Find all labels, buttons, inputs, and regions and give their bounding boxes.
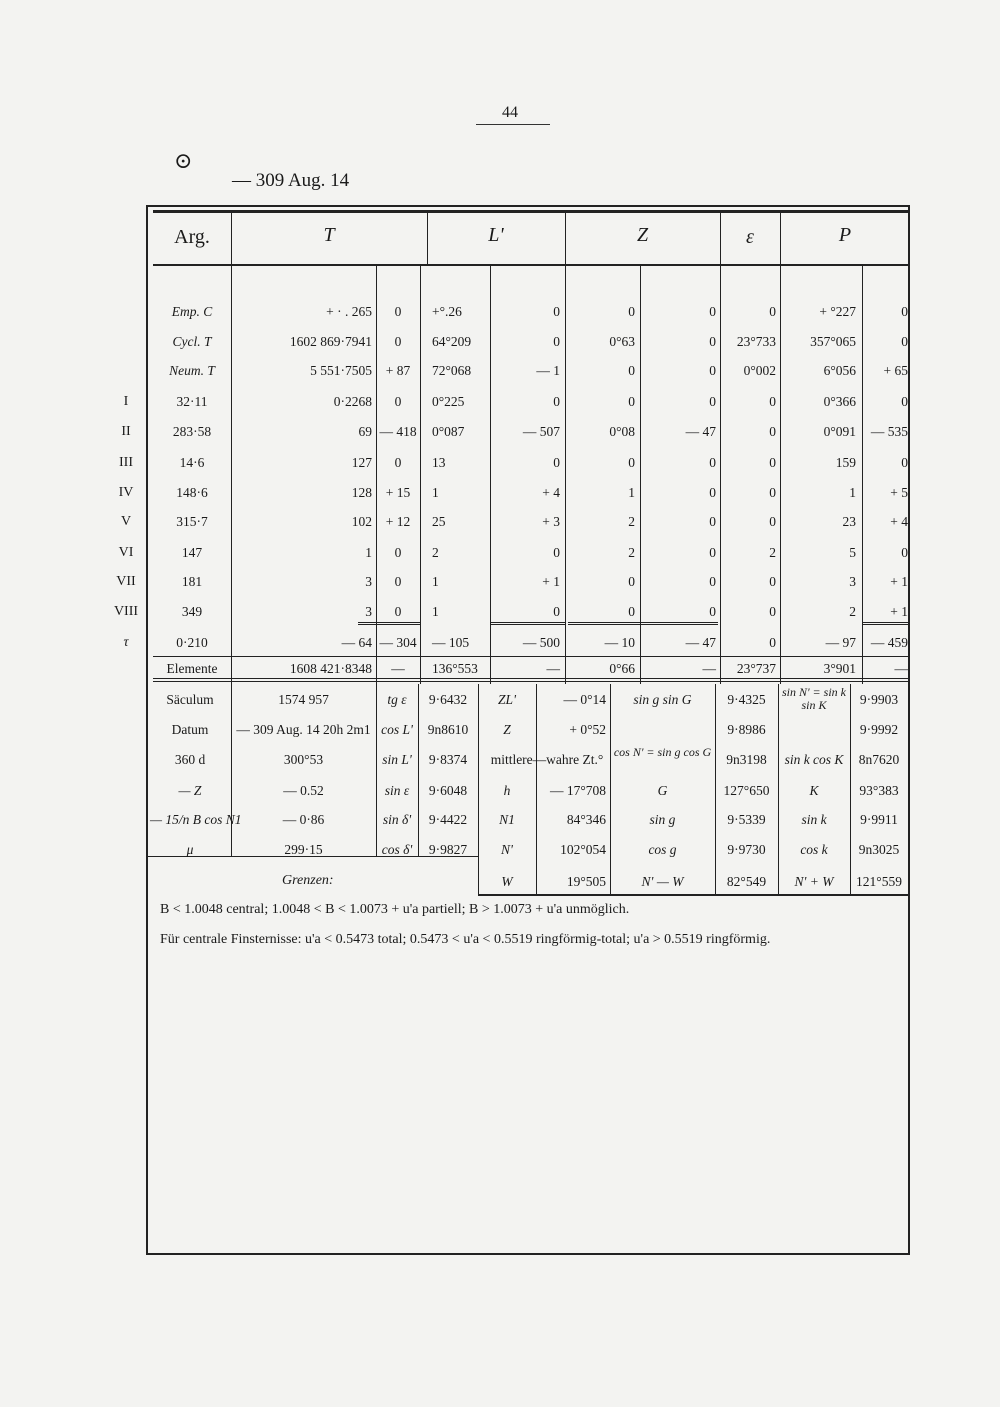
func-value: 9n8610 bbox=[427, 722, 469, 737]
eps-value: 0 bbox=[769, 604, 776, 619]
P-correction: + 65 bbox=[883, 363, 908, 378]
footnote-central: Für centrale Finsternisse: u'a < 0.5473 total; 0.5473 < u'a < 0.5519 ringförmig-total; u'a > 0.5519 ringförmig. bbox=[160, 932, 771, 947]
L-correction: + 4 bbox=[542, 485, 560, 500]
P-value: 0°091 bbox=[823, 424, 856, 439]
T-value: 5 551·7505 bbox=[310, 363, 372, 378]
P-correction: + 4 bbox=[890, 514, 908, 529]
P-correction: 0 bbox=[901, 334, 908, 349]
eps-value: 0 bbox=[769, 635, 776, 650]
P-value: 3°901 bbox=[823, 661, 856, 676]
L-value: 13 bbox=[432, 455, 446, 470]
L-value: 64°209 bbox=[432, 334, 472, 349]
col-line bbox=[420, 266, 421, 684]
P-correction: + 5 bbox=[890, 485, 908, 500]
func-label: sin N' = sin k sin K bbox=[781, 685, 846, 712]
Z-correction: 0 bbox=[709, 394, 716, 409]
date-heading: — 309 Aug. 14 bbox=[232, 170, 350, 191]
row-rule bbox=[153, 656, 910, 657]
page-number-rule bbox=[476, 124, 550, 125]
header-P: P bbox=[838, 224, 852, 246]
T-value: 127 bbox=[351, 455, 372, 470]
col-line bbox=[231, 684, 232, 856]
T-correction: 0 bbox=[394, 394, 402, 409]
func-value: 121°559 bbox=[856, 874, 902, 889]
func-value: + 0°52 bbox=[569, 722, 606, 737]
P-value: + °227 bbox=[819, 304, 856, 319]
P-correction: 0 bbox=[901, 455, 908, 470]
P-correction: 0 bbox=[901, 545, 908, 560]
T-correction: 0 bbox=[394, 604, 402, 619]
lower-label: 360 d bbox=[174, 752, 206, 767]
elemente-rule bbox=[153, 678, 910, 682]
L-correction: 0 bbox=[553, 304, 560, 319]
T-value: 102 bbox=[351, 514, 372, 529]
lower-label: — Z bbox=[178, 783, 202, 798]
func-label: sin g bbox=[649, 812, 676, 827]
Z-correction: 0 bbox=[709, 304, 716, 319]
Z-correction: 0 bbox=[709, 514, 716, 529]
P-correction: — 459 bbox=[870, 635, 908, 650]
func-value: 19°505 bbox=[566, 874, 606, 889]
Z-correction: 0 bbox=[709, 545, 716, 560]
func-value: — 17°708 bbox=[549, 783, 606, 798]
P-value: 357°065 bbox=[810, 334, 856, 349]
T-value: + · . 265 bbox=[326, 304, 372, 319]
func-label: N1 bbox=[499, 812, 515, 827]
P-value: 2 bbox=[849, 604, 856, 619]
func-label: cos L' bbox=[381, 722, 413, 737]
arg-cell: 147 bbox=[181, 545, 203, 560]
T-value: 3 bbox=[365, 574, 372, 589]
sum-rule bbox=[568, 622, 718, 625]
L-correction: — 1 bbox=[536, 363, 560, 378]
Z-correction: — 47 bbox=[685, 635, 716, 650]
func-value: 9·9730 bbox=[727, 842, 766, 857]
P-correction: — bbox=[894, 661, 908, 676]
sum-rule bbox=[862, 622, 908, 625]
footnote-limits: B < 1.0048 central; 1.0048 < B < 1.0073 + u'a partiell; B > 1.0073 + u'a unmöglich. bbox=[160, 902, 630, 917]
func-label: ZL' bbox=[498, 692, 516, 707]
Z-correction: 0 bbox=[709, 363, 716, 378]
L-correction: 0 bbox=[553, 334, 560, 349]
func-label: N' — W bbox=[641, 874, 684, 889]
L-value: +°.26 bbox=[432, 304, 462, 319]
eps-value: 0 bbox=[769, 455, 776, 470]
L-correction: — 500 bbox=[522, 635, 560, 650]
func-label: sin k bbox=[801, 812, 827, 827]
table-top-rule bbox=[153, 210, 910, 213]
lower-label: Datum bbox=[171, 722, 209, 737]
sum-rule bbox=[358, 622, 420, 625]
P-value: 1 bbox=[849, 485, 856, 500]
L-correction: — 507 bbox=[522, 424, 560, 439]
Z-value: 1 bbox=[628, 485, 635, 500]
roman-numeral: I bbox=[123, 394, 129, 409]
func-label: W bbox=[501, 874, 513, 889]
Z-correction: 0 bbox=[709, 334, 716, 349]
Z-value: 0 bbox=[628, 363, 635, 378]
func-label: sin g sin G bbox=[633, 692, 692, 707]
L-value: 72°068 bbox=[432, 363, 472, 378]
Z-value: 0°66 bbox=[609, 661, 635, 676]
Z-value: 2 bbox=[628, 514, 635, 529]
T-value: 69 bbox=[358, 424, 372, 439]
func-label: sin L' bbox=[382, 752, 412, 767]
col-line bbox=[376, 684, 377, 856]
arg-cell: 148·6 bbox=[176, 485, 208, 500]
P-value: 6°056 bbox=[823, 363, 856, 378]
arg-cell: Neum. T bbox=[169, 363, 215, 378]
L-value: 1 bbox=[432, 485, 439, 500]
eps-value: 0 bbox=[769, 514, 776, 529]
roman-numeral: VI bbox=[118, 545, 134, 560]
roman-numeral: VIII bbox=[113, 604, 139, 619]
func-value: 9n3198 bbox=[726, 752, 767, 767]
T-value: 3 bbox=[365, 604, 372, 619]
func-value: 127°650 bbox=[723, 783, 770, 798]
col-line bbox=[427, 210, 428, 266]
L-value: 2 bbox=[432, 545, 439, 560]
L-value: — 105 bbox=[432, 635, 470, 650]
func-value: 9·8374 bbox=[428, 752, 468, 767]
Z-value: 0 bbox=[628, 574, 635, 589]
P-correction: 0 bbox=[901, 304, 908, 319]
func-value: 9n3025 bbox=[858, 842, 900, 857]
sun-icon: ⊙ bbox=[174, 148, 193, 173]
eps-value: 0 bbox=[769, 485, 776, 500]
eps-value: 23°737 bbox=[736, 661, 776, 676]
Z-value: 0 bbox=[628, 394, 635, 409]
L-correction: + 1 bbox=[542, 574, 560, 589]
T-correction: + 12 bbox=[385, 514, 411, 529]
Z-correction: — bbox=[702, 661, 716, 676]
P-correction: + 1 bbox=[890, 574, 908, 589]
sum-rule bbox=[490, 622, 566, 625]
L-correction: 0 bbox=[553, 545, 560, 560]
P-value: 5 bbox=[849, 545, 856, 560]
arg-cell: 32·11 bbox=[176, 394, 208, 409]
func-label: cos k bbox=[800, 842, 828, 857]
Z-value: — 10 bbox=[604, 635, 635, 650]
func-value: 93°383 bbox=[859, 783, 899, 798]
func-label: sin δ' bbox=[382, 812, 412, 827]
Z-value: 0°63 bbox=[609, 334, 635, 349]
T-value: 128 bbox=[351, 485, 372, 500]
lower-value: — 0·86 bbox=[282, 812, 325, 827]
Z-value: 2 bbox=[628, 545, 635, 560]
T-correction: + 87 bbox=[385, 363, 411, 378]
func-label: h bbox=[503, 783, 511, 798]
T-value: 1602 869·7941 bbox=[289, 334, 372, 349]
T-correction: + 15 bbox=[385, 485, 411, 500]
arg-cell: 315·7 bbox=[176, 514, 208, 529]
P-value: 3 bbox=[849, 574, 856, 589]
lower-label: — 15/n B cos N1 bbox=[150, 812, 242, 827]
header-T: T bbox=[323, 224, 335, 246]
roman-numeral: II bbox=[121, 424, 131, 439]
P-correction: 0 bbox=[901, 394, 908, 409]
roman-numeral: VII bbox=[116, 574, 136, 589]
L-correction: 0 bbox=[553, 455, 560, 470]
L-value: 0°225 bbox=[432, 394, 465, 409]
func-value: 9·9903 bbox=[859, 692, 899, 707]
header-rule bbox=[153, 264, 910, 266]
arg-cell: Emp. C bbox=[171, 304, 213, 319]
arg-cell: 0·210 bbox=[176, 635, 208, 650]
arg-cell: 181 bbox=[181, 574, 203, 589]
func-label: sin ε bbox=[384, 783, 410, 798]
L-correction: — bbox=[546, 661, 560, 676]
P-value: 23 bbox=[842, 514, 856, 529]
header-arg: Arg. bbox=[174, 226, 210, 248]
lower-value: 1574 957 bbox=[278, 692, 329, 707]
roman-numeral: V bbox=[120, 514, 132, 529]
func-label: cos N' = sin g cos G bbox=[613, 745, 712, 759]
func-value: 9·9827 bbox=[428, 842, 468, 857]
T-correction: — bbox=[391, 661, 405, 676]
T-value: 1608 421·8348 bbox=[289, 661, 372, 676]
func-value: 9·6048 bbox=[428, 783, 468, 798]
func-label: K bbox=[809, 783, 819, 798]
P-correction: — 535 bbox=[870, 424, 908, 439]
Z-value: 0 bbox=[628, 304, 635, 319]
arg-cell: 283·58 bbox=[172, 424, 212, 439]
func-value: 9·9911 bbox=[860, 812, 898, 827]
header-Z: Z bbox=[636, 224, 649, 246]
Z-correction: — 47 bbox=[685, 424, 716, 439]
func-value: 9·4422 bbox=[428, 812, 468, 827]
grenzen-label: Grenzen: bbox=[282, 873, 334, 888]
T-value: — 64 bbox=[341, 635, 372, 650]
lower-label: μ bbox=[186, 842, 194, 857]
L-correction: + 3 bbox=[542, 514, 560, 529]
T-correction: 0 bbox=[394, 574, 402, 589]
T-correction: 0 bbox=[394, 545, 402, 560]
eps-value: 2 bbox=[769, 545, 776, 560]
func-value: 9·8986 bbox=[727, 722, 766, 737]
L-value: 0°087 bbox=[432, 424, 465, 439]
row-rule bbox=[478, 894, 910, 896]
func-value: 8n7620 bbox=[858, 752, 900, 767]
eps-value: 0 bbox=[769, 394, 776, 409]
func-label: N' bbox=[501, 842, 513, 857]
func-label: cos δ' bbox=[381, 842, 413, 857]
roman-numeral: IV bbox=[118, 485, 134, 500]
eps-value: 23°733 bbox=[736, 334, 776, 349]
func-value: 84°346 bbox=[566, 812, 606, 827]
lower-value: — 0.52 bbox=[283, 783, 324, 798]
T-value: 1 bbox=[365, 545, 372, 560]
T-correction: 0 bbox=[394, 455, 402, 470]
func-value: 9·4325 bbox=[727, 692, 766, 707]
func-label: Z bbox=[503, 722, 511, 737]
Z-correction: 0 bbox=[709, 485, 716, 500]
func-value: 9·6432 bbox=[428, 692, 468, 707]
eps-value: 0 bbox=[769, 574, 776, 589]
L-value: 1 bbox=[432, 574, 439, 589]
func-value: 9·9992 bbox=[859, 722, 899, 737]
page-number: 44 bbox=[502, 104, 518, 121]
lower-value: 299·15 bbox=[284, 842, 323, 857]
func-value: 82°549 bbox=[726, 874, 767, 889]
arg-cell: Cycl. T bbox=[172, 334, 212, 349]
L-correction: 0 bbox=[553, 604, 560, 619]
P-value: — 97 bbox=[825, 635, 856, 650]
eps-value: 0 bbox=[769, 424, 776, 439]
lower-value: 300°53 bbox=[283, 752, 324, 767]
func-label: cos g bbox=[648, 842, 677, 857]
P-value: 0°366 bbox=[823, 394, 856, 409]
L-value: 25 bbox=[432, 514, 446, 529]
T-correction: — 304 bbox=[379, 635, 417, 650]
Z-value: 0 bbox=[628, 455, 635, 470]
func-value: 9·5339 bbox=[727, 812, 766, 827]
lower-value: — 309 Aug. 14 20h 2m1 bbox=[236, 722, 371, 737]
L-correction: 0 bbox=[553, 394, 560, 409]
func-label: G bbox=[657, 783, 668, 798]
Z-value: 0 bbox=[628, 604, 635, 619]
Z-correction: 0 bbox=[709, 604, 716, 619]
arg-cell: Elemente bbox=[166, 661, 218, 676]
func-label: N' + W bbox=[794, 874, 834, 889]
arg-cell: 349 bbox=[181, 604, 203, 619]
header-eps: ε bbox=[746, 226, 754, 248]
T-correction: 0 bbox=[394, 334, 402, 349]
roman-numeral: τ bbox=[123, 635, 129, 650]
Z-value: 0°08 bbox=[609, 424, 635, 439]
lower-label: Säculum bbox=[166, 692, 214, 707]
func-label: sin k cos K bbox=[784, 752, 844, 767]
P-value: 159 bbox=[835, 455, 856, 470]
roman-numeral: III bbox=[119, 455, 133, 470]
func-value: 102°054 bbox=[560, 842, 606, 857]
header-L: L' bbox=[488, 224, 504, 246]
T-correction: 0 bbox=[394, 304, 402, 319]
T-value: 0·2268 bbox=[333, 394, 372, 409]
Z-correction: 0 bbox=[709, 455, 716, 470]
T-correction: — 418 bbox=[379, 424, 417, 439]
L-value: 136°553 bbox=[432, 661, 478, 676]
arg-cell: 14·6 bbox=[179, 455, 205, 470]
L-value: 1 bbox=[432, 604, 439, 619]
func-label: tg ε bbox=[387, 692, 407, 707]
eps-value: 0°002 bbox=[743, 363, 776, 378]
func-value: — 0°14 bbox=[563, 692, 606, 707]
eps-value: 0 bbox=[769, 304, 776, 319]
col-line bbox=[418, 684, 419, 856]
func-label: mittlere—wahre Zt.° bbox=[490, 752, 604, 767]
Z-correction: 0 bbox=[709, 574, 716, 589]
P-correction: + 1 bbox=[890, 604, 908, 619]
